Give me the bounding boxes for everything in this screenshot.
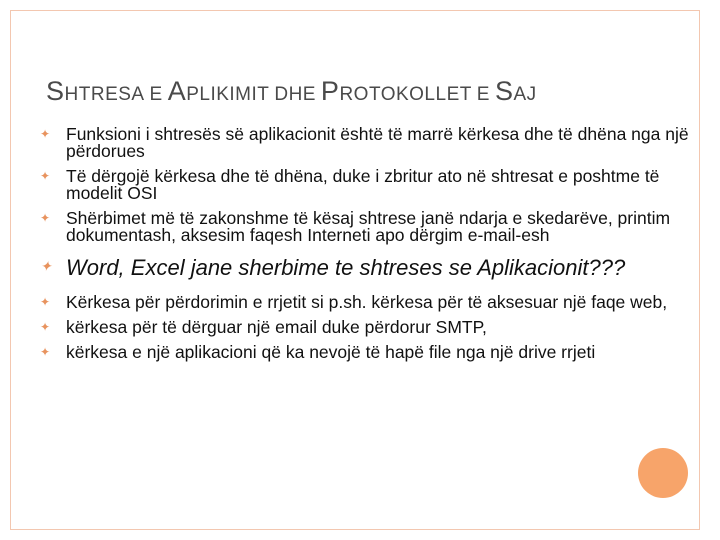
bullet-text: kërkesa e një aplikacioni që ka nevojë të hapë file nga një drive rrjeti (66, 342, 596, 362)
title-word: ROTOKOLLET (339, 84, 472, 105)
diamond-bullet-icon: ✦ (40, 127, 51, 141)
title-word: AJ (513, 84, 537, 105)
diamond-bullet-icon: ✦ (40, 169, 51, 183)
title-word: PLIKIMIT (186, 84, 270, 105)
bullet-text: Kërkesa për përdorimin e rrjetit si p.sh. kërkesa për të aksesuar një faqe web, (66, 292, 668, 312)
bullet-item (40, 319, 690, 336)
title-cap: S (494, 76, 514, 106)
title-cap: A (167, 76, 187, 106)
title-cap: P (320, 76, 340, 106)
diamond-bullet-icon: ✦ (40, 211, 51, 225)
title-cap: S (46, 76, 65, 106)
bullet-text: kërkesa për të dërguar një email duke përdorur SMTP, (66, 317, 487, 337)
slide-title (46, 76, 537, 107)
decorative-circle (638, 448, 688, 498)
diamond-bullet-icon: ✦ (40, 320, 51, 334)
bullet-item (40, 126, 690, 160)
diamond-bullet-icon: ✦ (40, 295, 51, 309)
bullet-text: Shërbimet më të zakonshme të kësaj shtrese janë ndarja e skedarëve, printim dokumentash, aksesim faqesh Interneti apo dërgim e-mail-esh (66, 208, 671, 245)
bullet-item (40, 344, 690, 361)
bullet-item (40, 294, 690, 311)
title-word: E (149, 84, 163, 105)
bullet-text: Funksioni i shtresës së aplikacionit është të marrë kërkesa dhe të dhëna nga një përdorues (66, 124, 689, 161)
bullet-item (40, 210, 690, 244)
title-word: E (476, 84, 490, 105)
diamond-bullet-icon: ✦ (40, 258, 52, 274)
bullet-text: Të dërgojë kërkesa dhe të dhëna, duke i zbritur ato në shtresat e poshtme të modelit OSI (66, 166, 660, 203)
title-word: HTRESA (64, 84, 145, 105)
bullet-item-emphasis (40, 256, 690, 280)
diamond-bullet-icon: ✦ (40, 345, 51, 359)
title-word: DHE (274, 84, 316, 105)
bullet-item (40, 168, 690, 202)
bullet-list (40, 126, 690, 369)
bullet-text: Word, Excel jane sherbime te shtreses se Aplikacionit??? (66, 255, 626, 280)
